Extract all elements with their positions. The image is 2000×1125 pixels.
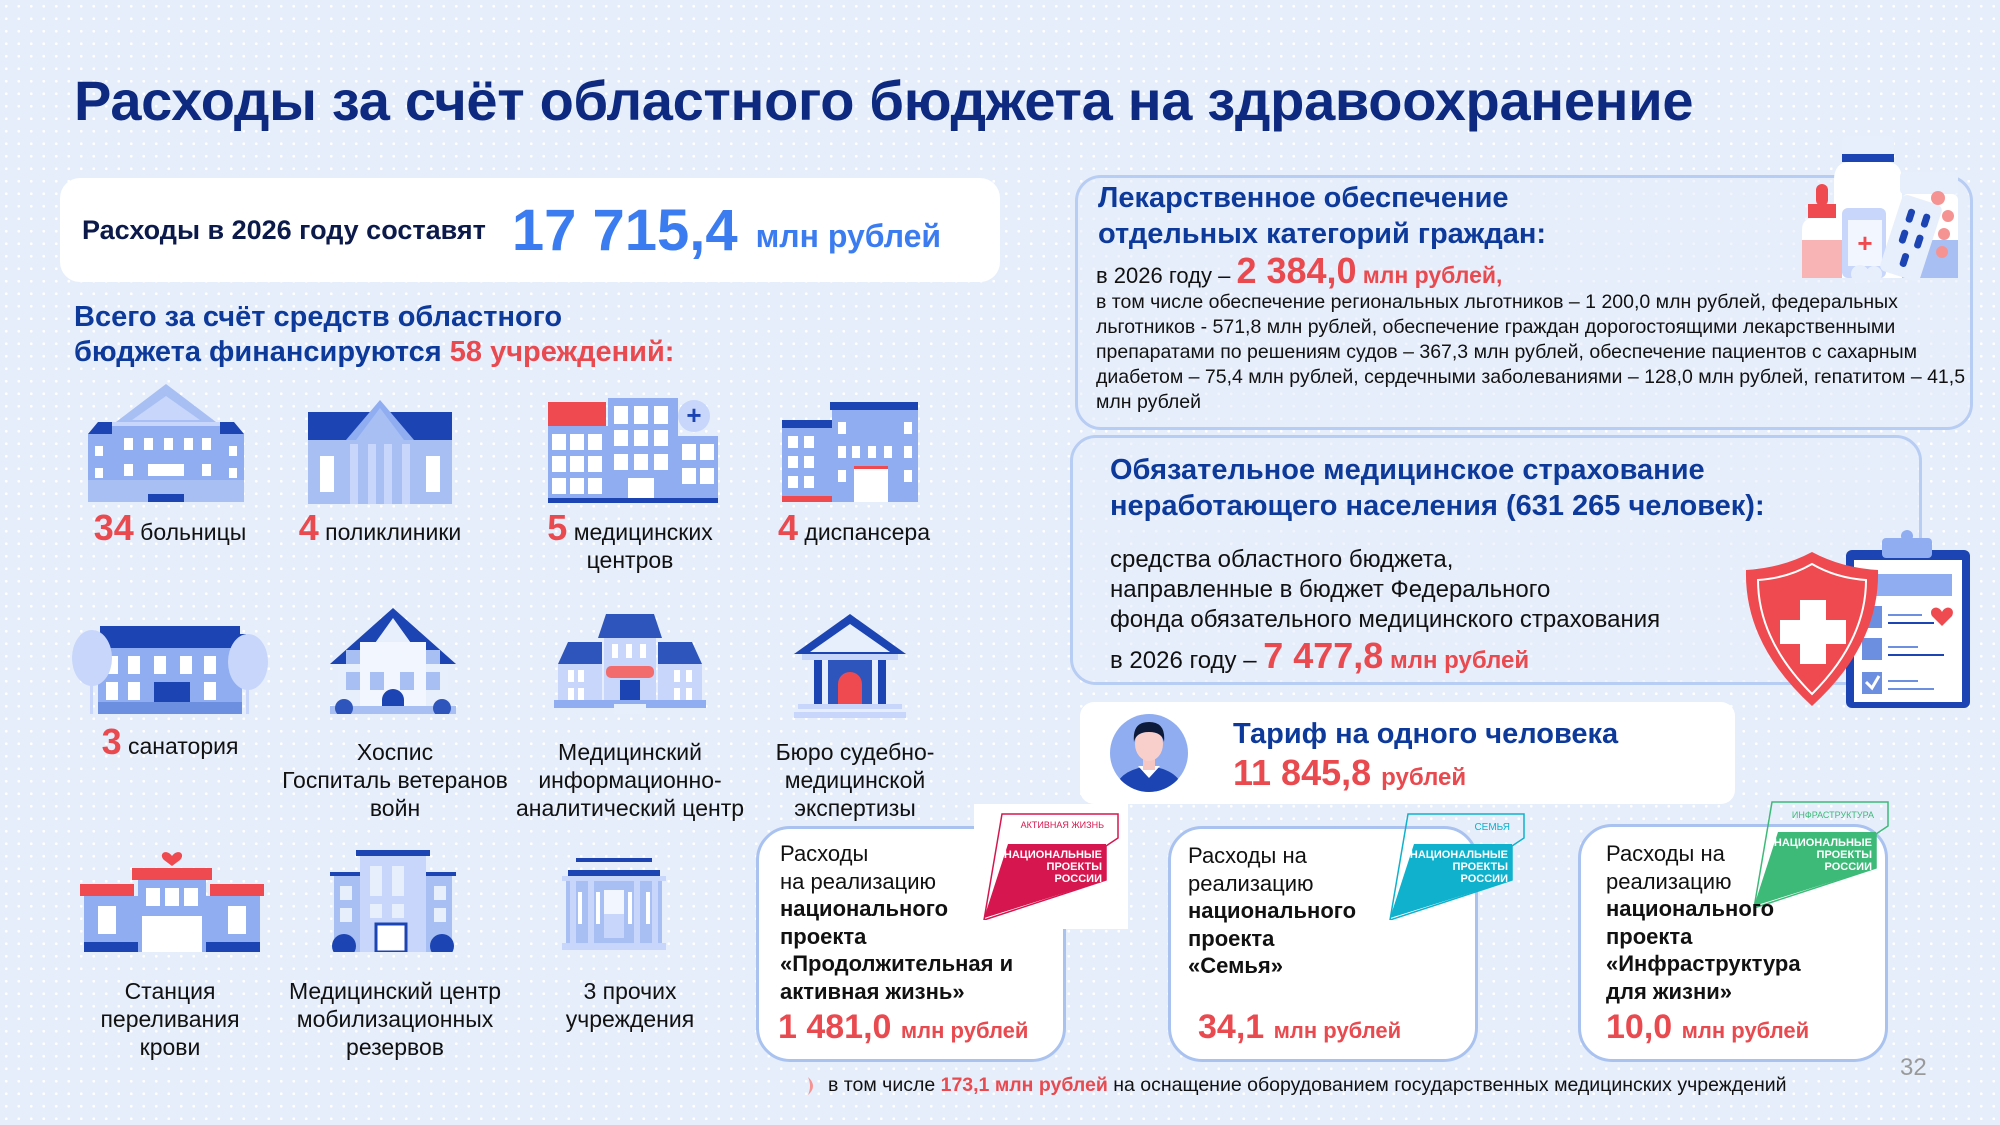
medicines-value: 2 384,0: [1236, 250, 1357, 291]
national-project-amount: [1606, 1008, 1809, 1047]
institution-label: санатория: [127, 733, 239, 759]
footnote-highlight: 173,1 млн рублей: [940, 1074, 1108, 1096]
np-line: реализацию: [1188, 870, 1314, 896]
medicines-detail: в том числе обеспечение региональных льготников – 1 200,0 млн рублей, федеральных льготников - 571,8 млн рублей, обеспечение граждан дорогостоящими лекарственными препаратами по решениям судов – 367,3 млн рублей, обеспечение пациентов с сахарным диабетом – 75,4 млн рублей, сердечными заболеваниями – 128,0 млн рублей, гепатитом – 41,5 млн рублей: [1096, 291, 1966, 413]
institution-label: 3 прочих: [583, 978, 677, 1004]
institution-label-line3: войн: [369, 795, 421, 821]
oms-title-line1: Обязательное медицинское страхование: [1110, 454, 1705, 486]
np-line: «Продолжительная и: [780, 951, 1014, 976]
np-line: проекта: [780, 923, 867, 949]
np-line: национального: [780, 896, 949, 921]
institution-label: поликлиники: [325, 519, 462, 545]
np-line: Расходы на: [1188, 843, 1307, 868]
bullet-arrow-icon: [806, 1075, 820, 1097]
np-line: проекта: [1188, 925, 1275, 951]
total-label: Расходы в 2026 году составят: [82, 214, 486, 245]
oms-desc-line1: средства областного бюджета,: [1110, 546, 1454, 573]
institution-mobilization-center: [270, 977, 520, 1061]
oms-title-line2: неработающего населения (631 265 человек):: [1110, 490, 1765, 522]
institution-label: Хоспис: [356, 739, 434, 765]
medicine-bottles-icon: [1798, 128, 1963, 288]
institution-label-line2: информационно-: [538, 767, 722, 793]
national-project-description: [1606, 840, 1801, 1005]
medicines-title-line2: отдельных категорий граждан:: [1098, 218, 1547, 250]
oms-unit: млн рублей: [1390, 647, 1530, 674]
institutions-heading-line1: Всего за счёт средств областного: [74, 301, 563, 333]
oms-title: [1110, 452, 1765, 524]
institution-label-line3: экспертизы: [794, 795, 916, 821]
footnote-suffix: на оснащение оборудованием государственных медицинских учреждений: [1107, 1074, 1787, 1096]
svg-text:НАЦИОНАЛЬНЫЕ: НАЦИОНАЛЬНЫЕ: [1773, 837, 1872, 849]
institutions-heading: [74, 300, 674, 370]
medicines-amount: [1096, 250, 1502, 292]
national-project-amount: [1198, 1008, 1401, 1047]
institution-hospice: [270, 738, 520, 822]
institution-count: 4: [298, 507, 319, 548]
mobilization-center-building-icon: [330, 850, 456, 957]
forensic-bureau-building-icon: [794, 614, 906, 723]
np-line: Расходы: [780, 841, 869, 866]
institution-sanatoriums: [80, 721, 260, 762]
np-value: 34,1: [1198, 1008, 1265, 1046]
analytics-center-building-icon: [554, 614, 706, 719]
np-line: для жизни»: [1606, 978, 1732, 1004]
medicines-year-prefix: в 2026 году –: [1096, 263, 1231, 288]
institution-label-line2: переливания: [100, 1006, 240, 1032]
institution-label-line2: учреждения: [565, 1006, 695, 1032]
institution-count: 34: [93, 507, 134, 548]
svg-text:ПРОЕКТЫ: ПРОЕКТЫ: [1816, 849, 1872, 861]
np-line: «Семья»: [1188, 953, 1283, 978]
institution-label: больницы: [140, 519, 247, 545]
svg-text:СЕМЬЯ: СЕМЬЯ: [1474, 822, 1510, 833]
institution-label-line2: Госпиталь ветеранов: [282, 767, 508, 793]
np-line: активная жизнь»: [780, 978, 965, 1004]
svg-text:НАЦИОНАЛЬНЫЕ: НАЦИОНАЛЬНЫЕ: [1409, 849, 1508, 861]
national-project-description: [780, 840, 1013, 1005]
np-line: на реализацию: [780, 868, 937, 894]
oms-year-prefix: в 2026 году –: [1110, 647, 1257, 674]
institution-label-line3: резервов: [346, 1034, 444, 1060]
national-project-amount: [778, 1008, 1028, 1047]
institution-hospitals: [80, 507, 260, 548]
np-line: «Инфраструктура: [1606, 951, 1801, 976]
np-unit: млн рублей: [1273, 1018, 1402, 1043]
medicines-unit: млн рублей,: [1362, 262, 1503, 288]
tariff-value: 11 845,8: [1233, 752, 1372, 793]
np-value: 10,0: [1606, 1008, 1673, 1046]
sanatorium-building-icon: [70, 622, 270, 719]
institution-label-line3: аналитический центр: [515, 795, 745, 821]
institution-dispensaries: [764, 507, 944, 548]
svg-text:+: +: [1857, 228, 1873, 258]
footnote: [806, 1074, 1787, 1097]
svg-text:НАЦИОНАЛЬНЫЕ: НАЦИОНАЛЬНЫЕ: [1003, 849, 1102, 861]
hospice-building-icon: [330, 608, 456, 719]
np-line: национального: [1188, 898, 1357, 923]
other-institution-building-icon: [562, 858, 666, 955]
institution-medical-centers: [530, 507, 730, 574]
institution-label-line2: медицинской: [784, 767, 926, 793]
np-line: проекта: [1606, 923, 1693, 949]
page-title: Расходы за счёт областного бюджета на здравоохранение: [74, 69, 1694, 132]
tariff-amount: [1233, 752, 1466, 794]
institution-label-line3: крови: [139, 1034, 201, 1060]
medicines-title: [1098, 180, 1546, 252]
svg-text:РОССИИ: РОССИИ: [1054, 873, 1102, 885]
institution-label-line2: центров: [586, 547, 674, 573]
total-expenses-card: [60, 178, 1000, 282]
institution-label: диспансера: [804, 519, 930, 545]
national-project-description: [1188, 842, 1356, 980]
institution-label: Бюро судебно-: [775, 739, 935, 765]
institution-analytics-center: [510, 738, 750, 822]
institutions-heading-line2: бюджета финансируются: [74, 336, 450, 368]
institution-count: 3: [101, 721, 122, 762]
institution-label: медицинских: [573, 519, 713, 545]
np-line: Расходы на: [1606, 841, 1725, 866]
svg-text:ИНФРАСТРУКТУРА: ИНФРАСТРУКТУРА: [1791, 810, 1874, 820]
svg-text:РОССИИ: РОССИИ: [1460, 873, 1508, 885]
np-line: реализацию: [1606, 868, 1732, 894]
hospital-building-icon: [86, 382, 246, 507]
oms-desc-line2: направленные в бюджет Федерального: [1110, 576, 1551, 603]
svg-text:+: +: [686, 400, 702, 430]
institutions-count: 58 учреждений:: [449, 336, 675, 368]
institution-count: 5: [547, 507, 568, 548]
svg-text:ПРОЕКТЫ: ПРОЕКТЫ: [1046, 861, 1102, 873]
oms-amount: [1110, 635, 1529, 677]
np-unit: млн рублей: [1681, 1018, 1810, 1043]
person-avatar-icon: [1108, 712, 1190, 799]
np-line: национального: [1606, 896, 1775, 921]
blood-station-building-icon: [80, 840, 264, 957]
institution-others: [530, 977, 730, 1033]
logo-tag: АКТИВНАЯ ЖИЗНЬ: [1020, 820, 1104, 830]
national-projects-logo-family: [1384, 808, 1530, 925]
institution-forensic-bureau: [755, 738, 955, 822]
oms-value: 7 477,8: [1263, 635, 1384, 676]
institution-count: 4: [777, 507, 799, 548]
total-value: 17 715,4: [511, 197, 738, 263]
footnote-prefix: в том числе: [828, 1074, 941, 1096]
dispensary-building-icon: [782, 402, 918, 507]
institution-label: Станция: [124, 978, 216, 1004]
page-number: 32: [1900, 1054, 1927, 1081]
institution-label: Медицинский: [558, 739, 702, 765]
institution-polyclinics: [290, 507, 470, 548]
tariff-unit: рублей: [1381, 764, 1467, 791]
np-unit: млн рублей: [900, 1018, 1029, 1043]
svg-text:ПРОЕКТЫ: ПРОЕКТЫ: [1452, 861, 1508, 873]
insurance-shield-clipboard-icon: [1742, 524, 1972, 713]
np-value: 1 481,0: [778, 1008, 892, 1046]
institution-label: Медицинский центр: [288, 978, 502, 1004]
tariff-title: Тариф на одного человека: [1233, 718, 1619, 750]
total-unit: млн рублей: [755, 217, 942, 254]
institution-blood-station: [80, 977, 260, 1061]
oms-desc-line3: фонда обязательного медицинского страхования: [1110, 606, 1661, 633]
oms-description: [1110, 545, 1660, 635]
institution-label-line2: мобилизационных: [296, 1006, 494, 1032]
polyclinic-building-icon: [306, 400, 454, 509]
medicines-title-line1: Лекарственное обеспечение: [1098, 182, 1509, 214]
medical-center-building-icon: [548, 398, 718, 508]
svg-text:РОССИИ: РОССИИ: [1824, 861, 1872, 873]
